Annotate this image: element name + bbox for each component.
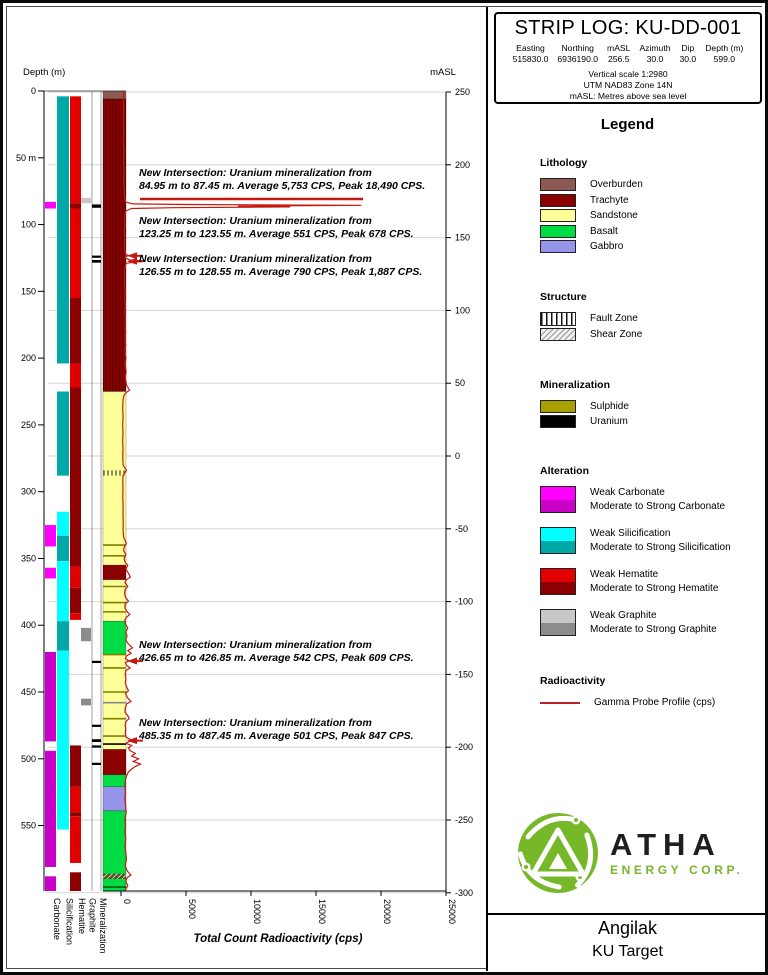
legend-item — [540, 696, 755, 710]
hematite-interval — [70, 363, 81, 387]
hematite-interval — [70, 613, 81, 620]
logo-subtitle: ENERGY CORP. — [610, 863, 744, 877]
legend-label: Weak Silicification Moderate to Strong Silicification — [590, 528, 731, 553]
strip-log-canvas — [3, 3, 487, 975]
legend-swatch — [540, 609, 576, 636]
field-value: 6936190.0 — [557, 54, 599, 64]
masl-tick-label: -50 — [455, 523, 469, 534]
legend-label: Weak Graphite Moderate to Strong Graphite — [590, 610, 717, 635]
depth-tick-label: 500 — [20, 753, 36, 764]
field-label: mASL — [607, 43, 631, 53]
hematite-interval — [70, 745, 81, 786]
hematite-interval — [70, 203, 81, 208]
scale-note: mASL: Metres above sea level — [569, 91, 687, 101]
atha-logo — [516, 811, 743, 895]
legend-label: Uranium — [590, 415, 628, 427]
page-title: STRIP LOG: KU-DD-001 — [514, 17, 742, 39]
title-block — [494, 12, 762, 104]
drillhole-field — [557, 43, 598, 64]
hematite-interval — [70, 872, 81, 891]
legend-section-mineralization — [540, 379, 755, 429]
masl-tick-label: 0 — [455, 451, 461, 461]
cps-tick-label: 5000 — [187, 899, 197, 920]
hematite-interval — [70, 96, 81, 203]
atha-logo-text — [610, 829, 743, 877]
uranium-band — [92, 260, 101, 263]
legend-label: Sandstone — [590, 210, 638, 221]
field-value: 30.0 — [646, 54, 664, 64]
hematite-interval — [70, 209, 81, 298]
hematite-interval — [70, 816, 81, 863]
masl-tick-label: 100 — [455, 305, 471, 316]
depth-tick-label: 350 — [20, 553, 36, 564]
structure-zone — [103, 99, 126, 391]
cps-tick-label: 20000 — [382, 899, 392, 925]
carbonate-interval — [45, 876, 56, 891]
legend-swatch — [540, 527, 576, 554]
masl-tick-label: 50 — [455, 378, 466, 389]
column-label: Mineralization — [98, 898, 108, 954]
field-label: Dip — [681, 43, 695, 53]
depth-tick-label: 100 — [20, 219, 36, 230]
target-name: KU Target — [592, 943, 663, 960]
field-label: Easting — [516, 43, 545, 53]
legend-section-radioactivity — [540, 675, 755, 712]
masl-tick-label: -300 — [455, 887, 474, 898]
legend-item — [540, 209, 755, 223]
intersection-annotation: New Intersection: Uranium mineralization from 123.25 m to 123.55 m. Average 551 CPS, Peak 678 CPS. — [139, 215, 414, 240]
legend-swatch — [540, 702, 580, 704]
project-name: Angilak — [597, 918, 658, 938]
masl-tick-label: 250 — [455, 87, 471, 97]
silicification-interval — [57, 96, 69, 363]
hematite-interval — [70, 387, 81, 566]
scale-notes — [496, 69, 760, 102]
legend-item — [540, 415, 755, 429]
drillhole-fields — [496, 43, 760, 64]
lithology-interval — [103, 749, 126, 774]
atha-logo-mark-icon — [516, 811, 600, 895]
scale-note: Vertical scale 1:2980 — [588, 69, 668, 79]
logo-name: ATHA — [610, 827, 722, 862]
legend-item — [540, 225, 755, 239]
structure-zone — [103, 874, 126, 879]
depth-tick-label: 550 — [20, 820, 36, 831]
carbonate-interval — [45, 652, 56, 741]
cps-tick-label: 25000 — [447, 899, 457, 925]
drillhole-field — [607, 43, 630, 64]
column-label: Hematite — [77, 898, 87, 935]
legend-item — [540, 312, 755, 326]
legend-section-structure — [540, 291, 755, 344]
legend-swatch — [540, 415, 576, 428]
column-label: Carbonate — [52, 898, 62, 941]
depth-tick-label: 200 — [20, 353, 36, 364]
legend-section-title: Structure — [540, 291, 587, 303]
strip-log-plot — [3, 3, 487, 975]
legend-swatch — [540, 240, 576, 253]
uranium-band — [92, 725, 101, 727]
masl-tick-label: -150 — [455, 669, 474, 680]
legend-swatch — [540, 209, 576, 222]
uranium-band — [92, 763, 101, 765]
hematite-interval — [70, 588, 81, 613]
legend-label: Sulphide — [590, 401, 629, 412]
silicification-interval — [57, 621, 69, 650]
drillhole-field — [513, 43, 549, 64]
legend-section-title: Lithology — [540, 157, 588, 169]
graphite-interval — [81, 198, 91, 203]
graphite-interval — [81, 628, 91, 641]
legend-label: Weak Hematite Moderate to Strong Hematite — [590, 569, 719, 594]
hematite-interval — [70, 787, 81, 812]
depth-tick-label: 0 — [30, 86, 36, 96]
legend-swatch — [540, 178, 576, 191]
legend-swatch — [540, 312, 576, 326]
lithology-interval — [103, 787, 126, 811]
right-panel — [486, 7, 767, 971]
legend-swatch — [540, 225, 576, 238]
field-value: 515830.0 — [512, 54, 549, 64]
legend-item — [540, 240, 755, 254]
uranium-band — [92, 745, 101, 747]
legend-section-lithology — [540, 157, 755, 256]
drillhole-field — [679, 43, 696, 64]
legend-section-title: Radioactivity — [540, 675, 606, 687]
lithology-interval — [103, 621, 126, 654]
depth-tick-label: 50 m — [15, 152, 36, 163]
cps-tick-label: 0 — [122, 899, 132, 905]
carbonate-interval — [45, 568, 56, 579]
silicification-interval — [57, 392, 69, 476]
masl-axis-label: mASL — [430, 67, 456, 78]
hematite-interval — [70, 566, 81, 587]
field-value: 256.5 — [607, 54, 630, 64]
depth-tick-label: 450 — [20, 687, 36, 698]
legend-item — [540, 527, 755, 554]
drillhole-field — [705, 43, 743, 64]
legend-item — [540, 609, 755, 636]
silicification-interval — [57, 561, 69, 621]
legend-label: Weak Carbonate Moderate to Strong Carbonate — [590, 487, 726, 512]
legend-item — [540, 178, 755, 192]
hematite-interval — [70, 812, 81, 816]
cps-tick-label: 10000 — [252, 899, 262, 925]
masl-tick-label: -200 — [455, 742, 474, 753]
legend-item — [540, 568, 755, 595]
footer-divider — [488, 913, 767, 915]
legend-label: Gamma Probe Profile (cps) — [594, 697, 716, 708]
legend-swatch — [540, 194, 576, 207]
cps-axis-title: Total Count Radioactivity (cps) — [193, 933, 363, 945]
legend-swatch — [540, 486, 576, 513]
masl-tick-label: -250 — [455, 815, 474, 825]
legend-label: Fault Zone — [590, 313, 638, 325]
masl-tick-label: -100 — [455, 596, 474, 607]
legend-title: Legend — [600, 116, 655, 133]
depth-tick-label: 300 — [20, 486, 36, 497]
depth-tick-label: 150 — [20, 286, 36, 297]
depth-axis-label: Depth (m) — [23, 67, 66, 78]
drillhole-field — [639, 43, 670, 64]
carbonate-interval — [45, 751, 56, 867]
field-label: Northing — [561, 43, 594, 53]
legend-label: Gabbro — [590, 241, 624, 252]
hematite-interval — [70, 298, 81, 363]
silicification-interval — [57, 512, 69, 536]
carbonate-interval — [45, 525, 56, 546]
uranium-band — [92, 204, 101, 207]
legend-item — [540, 486, 755, 513]
cps-tick-label: 15000 — [317, 899, 327, 925]
legend-label: Trachyte — [590, 194, 629, 206]
scale-note: UTM NAD83 Zone 14N — [583, 80, 673, 90]
legend-label: Basalt — [590, 225, 618, 237]
masl-tick-label: 150 — [455, 232, 471, 243]
intersection-annotation: New Intersection: Uranium mineralization from 485.35 m to 487.45 m. Average 501 CPS, Peak 847 CPS. — [139, 717, 414, 742]
legend-item — [540, 400, 755, 414]
depth-tick-label: 250 — [20, 419, 36, 430]
intersection-annotation: New Intersection: Uranium mineralization from 426.65 m to 426.85 m. Average 542 CPS, Peak 609 CPS. — [139, 639, 414, 664]
legend-section-title: Mineralization — [540, 379, 611, 391]
legend-swatch — [540, 400, 576, 413]
uranium-band — [92, 739, 101, 742]
legend-swatch — [540, 568, 576, 595]
field-value: 599.0 — [713, 54, 736, 64]
lithology-interval — [103, 91, 126, 99]
gamma-profile-line — [123, 91, 362, 891]
graphite-interval — [81, 699, 91, 706]
masl-tick-label: 200 — [455, 159, 471, 170]
uranium-band — [92, 661, 101, 663]
intersection-annotation: New Intersection: Uranium mineralization from 126.55 m to 128.55 m. Average 790 CPS, Peak 1,887 CPS. — [139, 253, 423, 278]
intersection-annotation: New Intersection: Uranium mineralization from 84.95 m to 87.45 m. Average 5,753 CPS, Peak 18,490 CPS. — [139, 167, 426, 192]
field-label: Azimuth — [639, 43, 671, 53]
silicification-interval — [57, 536, 69, 561]
legend-label: Overburden — [590, 179, 643, 190]
silicification-interval — [57, 651, 69, 830]
depth-tick-label: 400 — [20, 620, 36, 631]
lithology-interval — [103, 775, 126, 787]
field-label: Depth (m) — [705, 43, 744, 53]
lithology-interval — [103, 565, 126, 580]
legend-item — [540, 194, 755, 208]
legend-section-alteration — [540, 465, 755, 650]
uranium-band — [92, 256, 101, 258]
legend-swatch — [540, 328, 576, 341]
structure-zone — [103, 470, 126, 475]
legend-section-title: Alteration — [540, 465, 590, 477]
column-label: Graphite — [87, 898, 98, 933]
legend-item — [540, 328, 755, 342]
carbonate-interval — [45, 202, 56, 209]
column-label: Silicification — [64, 898, 75, 946]
legend-label: Shear Zone — [590, 329, 643, 340]
field-value: 30.0 — [679, 54, 697, 64]
